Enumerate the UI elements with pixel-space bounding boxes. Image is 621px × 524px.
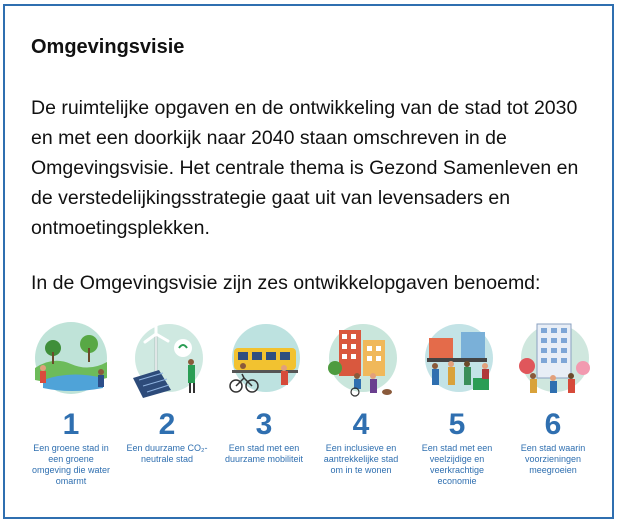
opgaven-list [23, 318, 601, 508]
opgave-label: Een stad waarin voorzieningen meegroeien [520, 443, 586, 475]
opgave-label: Een duurzame CO₂-neutrale stad [126, 443, 208, 464]
opgave-item-2 [119, 318, 215, 465]
facilities-building-illustration [505, 318, 601, 402]
intro-paragraph: De ruimtelijke opgaven en de ontwikkeling van de stad tot 2030 en met een doorkijk naar 2040 staan omschreven in de Omgevingsvisie. Het centrale thema is Gezond Samenleven en de verstedelijkingsstrategie gaat uit van levensaders en ontmoetingsplekken. [31, 97, 579, 239]
green-city-water-illustration [23, 318, 119, 402]
opgave-label: Een inclusieve en aantrekkelijke stad om in te wonen [323, 443, 399, 475]
opgave-label: Een stad met een veelzijdige en veerkrachtige economie [421, 443, 493, 486]
opgave-number: 3 [255, 408, 273, 441]
opgave-number: 4 [352, 408, 370, 441]
opgave-number: 5 [448, 408, 466, 441]
opgave-item-1 [23, 318, 119, 487]
opgave-number: 6 [544, 408, 562, 441]
info-card [3, 4, 614, 519]
subtitle-paragraph: In de Omgevingsvisie zijn zes ontwikkelopgaven benoemd: [31, 272, 541, 294]
opgave-item-3 [216, 318, 312, 465]
opgave-number: 2 [158, 408, 176, 441]
card-title: Omgevingsvisie [31, 36, 185, 58]
opgave-item-4 [313, 318, 409, 476]
opgave-label: Een stad met een duurzame mobiliteit [224, 443, 304, 464]
market-economy-illustration [409, 318, 505, 402]
wind-turbine-solar-illustration [119, 318, 215, 402]
housing-people-illustration [313, 318, 409, 402]
opgave-label: Een groene stad in een groene omgeving die water omarmt [31, 443, 111, 486]
tram-bicycle-illustration [216, 318, 312, 402]
opgave-item-5 [409, 318, 505, 487]
opgave-item-6 [505, 318, 601, 476]
opgave-number: 1 [62, 408, 80, 441]
